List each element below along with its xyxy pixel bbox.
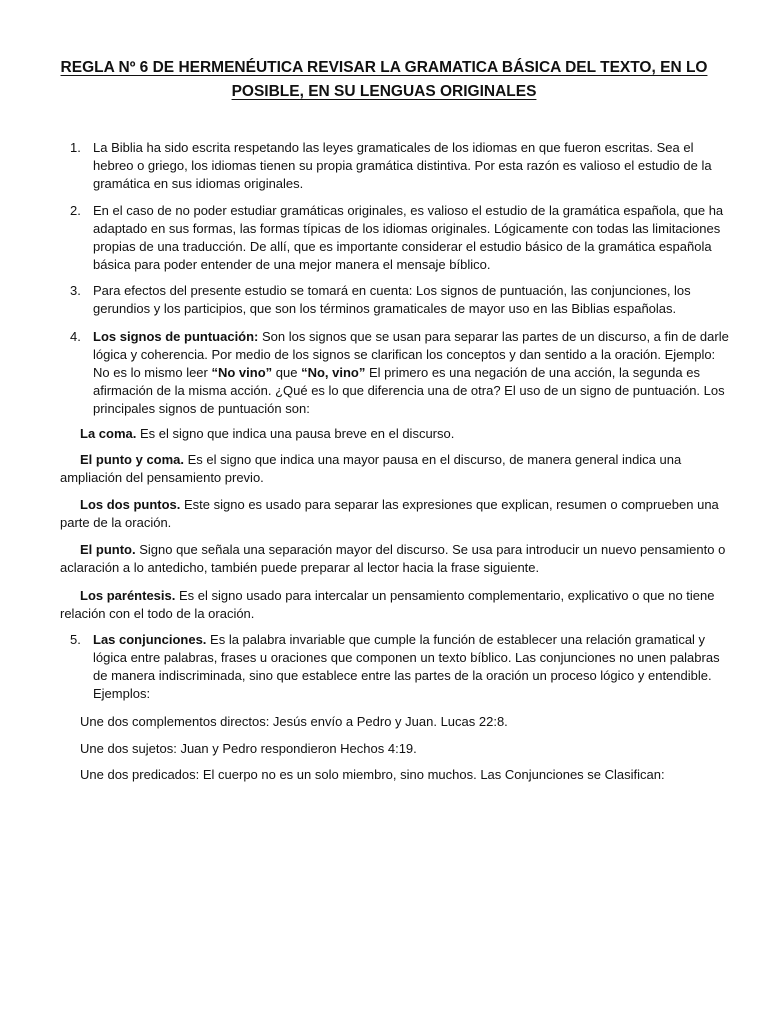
sign-paragraph-coma bbox=[60, 425, 728, 443]
sign-text: Signo que señala una separación mayor del discurso. Se usa para introducir un nuevo pensamiento o aclaración a lo antedicho, también puede preparar al lector hacia la frase siguiente. bbox=[60, 542, 726, 575]
list-item-number: 4. bbox=[70, 329, 81, 344]
example-no-coma-vino: “No, vino” bbox=[301, 365, 366, 380]
list-item-text bbox=[93, 631, 733, 703]
sign-paragraph-parentesis bbox=[60, 587, 728, 623]
sign-text: Este signo es usado para separar las expresiones que explican, resumen o comprueben una parte de la oración. bbox=[60, 497, 719, 530]
item-text-part: Es la palabra invariable que cumple la función de establecer una relación gramatical y lógica entre palabras, frases u oraciones que componen un texto bíblico. Las conjunciones no unen palabras de manera indiscriminada, sino que establece entre las partes de la oración un proceso lógico y entendible. Ejemplos: bbox=[93, 632, 720, 701]
sign-term: La coma. bbox=[80, 426, 137, 441]
list-item-number: 5. bbox=[70, 632, 81, 647]
term-signos: Los signos de puntuación: bbox=[93, 329, 259, 344]
example-line-2: Une dos sujetos: Juan y Pedro respondieron Hechos 4:19. bbox=[80, 741, 417, 756]
item-text-part: Son los signos que se usan para separar las partes de un discurso, a fin de darle lógica y coherencia. Por medio de los signos se clarifican los conceptos y dan sentido a la oración. Ejemplo: No es lo mismo leer bbox=[93, 329, 729, 380]
page-title: REGLA Nº 6 DE HERMENÉUTICA REVISAR LA GRAMATICA BÁSICA DEL TEXTO, EN LO POSIBLE, EN SU LENGUAS ORIGINALES bbox=[60, 59, 708, 100]
sign-paragraph-punto-y-coma bbox=[60, 451, 728, 487]
list-item-number: 1. bbox=[70, 140, 81, 155]
item-text-part: El primero es una negación de una acción, la segunda es afirmación de la misma acción. ¿Qué es lo que diferencia una de otra? El uso de un signo de puntuación. Los principales signos de puntuación son: bbox=[93, 365, 725, 416]
list-item-text: En el caso de no poder estudiar gramáticas originales, es valioso el estudio de la gramática española, que ha adaptado en sus formas, las formas típicas de los idiomas originales. Lógicamente con todas las limitaciones propias de una traducción. De allí, que es importante considerar el estudio básico de la gramática española básica para poder entender de una mejor manera el mensaje bíblico. bbox=[93, 203, 724, 272]
sign-text: Es el signo que indica una mayor pausa en el discurso, de manera general indica una ampliación del pensamiento previo. bbox=[60, 452, 682, 485]
list-item-text bbox=[93, 328, 733, 418]
example-line-3: Une dos predicados: El cuerpo no es un solo miembro, sino muchos. Las Conjunciones se Clasifican: bbox=[80, 767, 665, 782]
list-item-number: 3. bbox=[70, 283, 81, 298]
sign-paragraph-punto bbox=[60, 541, 728, 577]
sign-term: Los paréntesis. bbox=[80, 588, 176, 603]
example-line-1: Une dos complementos directos: Jesús envío a Pedro y Juan. Lucas 22:8. bbox=[80, 714, 508, 729]
sign-term: Los dos puntos. bbox=[80, 497, 181, 512]
sign-text: Es el signo usado para intercalar un pensamiento complementario, explicativo o que no tiene relación con el todo de la oración. bbox=[60, 588, 715, 621]
sign-paragraph-dos-puntos bbox=[60, 496, 728, 532]
sign-term: El punto. bbox=[80, 542, 136, 557]
example-no-vino: “No vino” bbox=[211, 365, 273, 380]
list-item-text: La Biblia ha sido escrita respetando las leyes gramaticales de los idiomas en que fueron escritas. Sea el hebreo o griego, los idiomas tienen su propia gramática distintiva. Por esta razón es valioso el estudio de la gramática en sus idiomas originales. bbox=[93, 140, 712, 191]
list-item-text: Para efectos del presente estudio se tomará en cuenta: Los signos de puntuación, las conjunciones, los gerundios y los participios, que son los términos gramaticales de mayor uso en las Biblias españolas. bbox=[93, 283, 691, 316]
item-text-part: que bbox=[272, 365, 302, 380]
sign-term: El punto y coma. bbox=[80, 452, 185, 467]
term-conjunciones: Las conjunciones. bbox=[93, 632, 207, 647]
list-item-number: 2. bbox=[70, 203, 81, 218]
sign-text: Es el signo que indica una pausa breve en el discurso. bbox=[136, 426, 455, 441]
